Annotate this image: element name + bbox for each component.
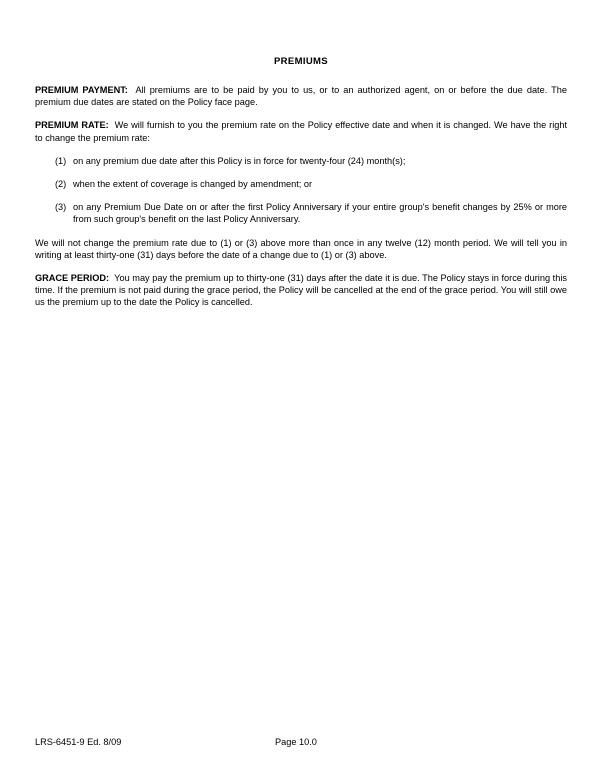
section-text-premium-rate: We will furnish to you the premium rate on the Policy effective date and when it is changed. We have the right to change the premium rate:	[35, 120, 568, 143]
list-item	[35, 178, 567, 190]
document-code: LRS-6451-9 Ed. 8/09	[35, 737, 122, 747]
list-item-text: on any premium due date after this Policy is in force for twenty-four (24) month(s);	[73, 155, 406, 166]
list-item-marker: (3)	[55, 202, 67, 213]
section-label-premium-payment: PREMIUM PAYMENT:	[35, 85, 128, 95]
rate-change-limit-paragraph: We will not change the premium rate due to (1) or (3) above more than once in any twelve (12) month period. We will tell you in writing at least thirty-one (31) days before the date of a change due to (1) or (3) above.	[35, 237, 567, 260]
section-premium-rate	[35, 119, 567, 143]
document-body	[35, 56, 567, 309]
section-text-premium-payment: All premiums are to be paid by you to us, or to an authorized agent, on or before the due date. The premium due dates are stated on the Policy face page.	[35, 85, 567, 108]
page-title: PREMIUMS	[274, 56, 328, 67]
list-item	[35, 155, 567, 167]
page-footer	[35, 735, 567, 749]
page-number: Page 10.0	[275, 737, 317, 747]
section-premium-payment	[35, 84, 567, 108]
section-text-grace-period: You may pay the premium up to thirty-one (31) days after the date it is due. The Policy stays in force during this time. If the premium is not paid during the grace period, the Policy will be cancelled at the end of the grace period. You will still owe us the premium up to the date the Policy is cancelled.	[35, 273, 567, 308]
list-item-marker: (2)	[55, 179, 67, 190]
list-item-text: on any Premium Due Date on or after the first Policy Anniversary if your entire group's benefit changes by 25% or more from such group's benefit on the last Policy Anniversary.	[73, 202, 567, 225]
list-item-text: when the extent of coverage is changed by amendment; or	[73, 179, 313, 190]
list-item	[35, 201, 567, 225]
list-item-marker: (1)	[55, 155, 67, 166]
rate-change-conditions-list	[35, 155, 567, 226]
section-label-grace-period: GRACE PERIOD:	[35, 273, 110, 284]
section-label-premium-rate: PREMIUM RATE:	[35, 120, 109, 131]
section-grace-period	[35, 272, 567, 309]
